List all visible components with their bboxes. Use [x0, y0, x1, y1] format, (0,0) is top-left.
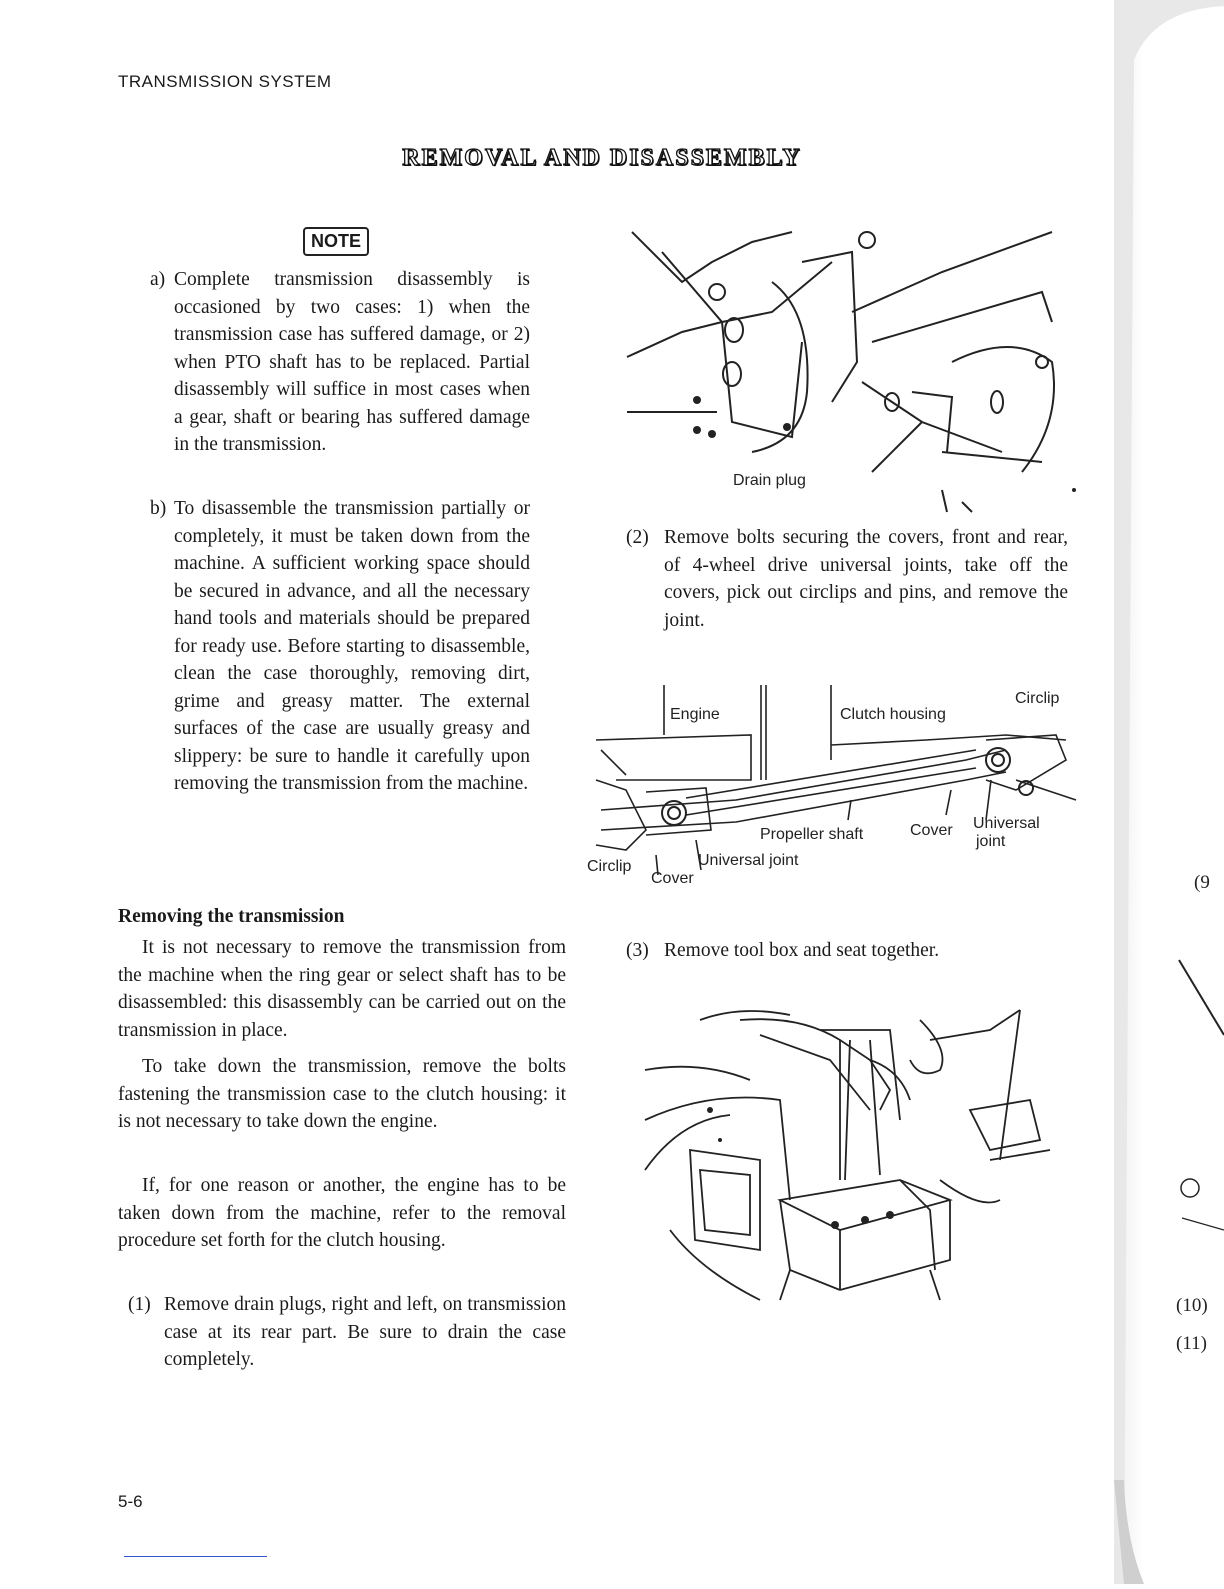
figure-drain-plug [622, 222, 1082, 522]
figure-propeller-shaft [586, 680, 1084, 895]
step-text: Remove tool box and seat together. [664, 940, 940, 961]
label-circlip-right: Circlip [1015, 690, 1060, 707]
note-item-label: a) [150, 269, 166, 290]
body-paragraph-2: To take down the transmission, remove the bolts fastening the transmission case to the clutch housing: it is not necessary to take down the engine. [118, 1056, 566, 1132]
step-3 [626, 937, 1068, 965]
note-item-text: To disassemble the transmission partially or completely, it must be taken down from the machine. A sufficient working space should be secured in advance, and all the necessary hand tools and materials should be prepared for ready use. Before starting to disassemble, clean the case thoroughly, removing dirt, grime and greasy matter. The external surfaces of the case are usually greasy and slippery: be sure to handle it carefully upon removing the transmission from the machine. [174, 498, 530, 794]
step-text: Remove bolts securing the covers, front and rear, of 4-wheel drive universal joints, take off the covers, pick out circlips and pins, and remove the joint. [664, 527, 1068, 631]
footer-rule [124, 1556, 267, 1557]
page-number: 5-6 [118, 1492, 143, 1511]
note-item-label: b) [150, 498, 167, 519]
margin-ref-11: (11) [1176, 1333, 1207, 1354]
label-cover-right: Cover [910, 822, 953, 839]
label-clutch-housing: Clutch housing [840, 706, 946, 723]
label-engine: Engine [670, 706, 720, 723]
label-circlip-left: Circlip [587, 858, 632, 875]
page-title: REMOVAL AND DISASSEMBLY [402, 145, 802, 171]
drain-plug-illustration [622, 222, 1082, 522]
propeller-shaft-illustration [586, 680, 1084, 895]
binding-edge-illustration [1114, 0, 1224, 1584]
note-item-b [150, 495, 530, 798]
label-propeller-shaft: Propeller shaft [760, 826, 864, 843]
label-cover-left: Cover [651, 870, 694, 887]
label-universal-joint-left: Universal joint [698, 852, 799, 869]
step-text: Remove drain plugs, right and left, on transmission case at its rear part. Be sure to drain the case completely. [164, 1294, 566, 1370]
note-item-a [150, 266, 530, 459]
step-label: (2) [626, 527, 649, 548]
label-drain-plug: Drain plug [733, 472, 806, 489]
page-edge-shadow [1114, 0, 1224, 1584]
note-label: NOTE [303, 227, 369, 256]
step-label: (1) [128, 1294, 151, 1315]
step-label: (3) [626, 940, 649, 961]
margin-ref-9: (9 [1194, 872, 1210, 893]
tool-box-seat-illustration [640, 1000, 1060, 1310]
body-paragraph-3: If, for one reason or another, the engine has to be taken down from the machine, refer to the removal procedure set forth for the clutch housing. [118, 1175, 566, 1251]
section-heading: Removing the transmission [118, 906, 345, 927]
step-2 [626, 524, 1068, 634]
label-universal-joint-right: joint [976, 833, 1006, 850]
note-item-text: Complete transmission disassembly is occasioned by two cases: 1) when the transmission case has suffered damage, or 2) when PTO shaft has to be replaced. Partial disassembly will suffice in most cases when a gear, shaft or bearing has suffered damage in the transmission. [174, 269, 530, 455]
figure-tool-box-seat [640, 1000, 1060, 1310]
body-paragraph-1: It is not necessary to remove the transmission from the machine when the ring gear or select shaft has to be disassembled: this disassembly can be carried out on the transmission in place. [118, 937, 566, 1041]
label-universal-joint-right: Universal [973, 815, 1040, 832]
margin-ref-10: (10) [1176, 1295, 1208, 1316]
step-1 [128, 1291, 566, 1374]
running-header: TRANSMISSION SYSTEM [118, 72, 332, 91]
